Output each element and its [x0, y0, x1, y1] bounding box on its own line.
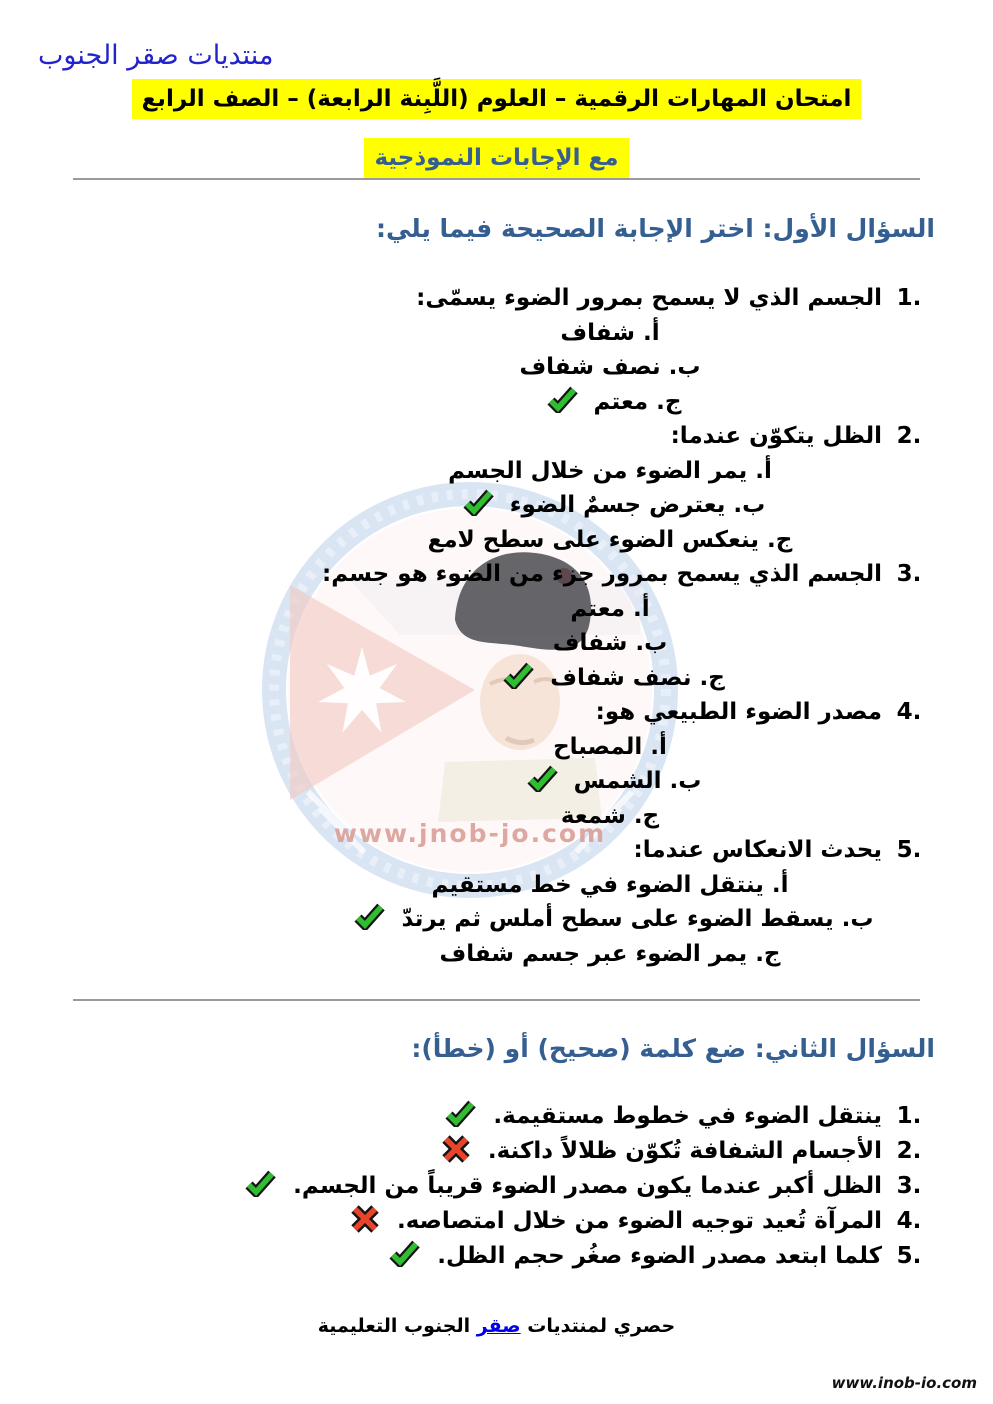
mark-slot — [495, 665, 550, 691]
question-item — [0, 695, 927, 833]
answers-subtitle-row — [0, 138, 993, 178]
options-list — [300, 592, 920, 696]
options-list — [300, 316, 920, 420]
option-label: ج. يمر الضوء عبر جسم شفاف — [439, 940, 781, 967]
item-number: 2. — [896, 1138, 922, 1164]
site-name: منتديات صقر الجنوب — [38, 40, 274, 71]
options-list — [300, 730, 920, 834]
mark-slot — [342, 1204, 388, 1239]
saqr-link[interactable]: صقر — [476, 1315, 521, 1337]
check-icon — [527, 765, 558, 792]
item-number: 4. — [896, 1208, 922, 1234]
website-watermark: www.inob-io.com — [831, 1374, 977, 1392]
question-number: 5. — [896, 837, 922, 863]
option-row — [300, 488, 920, 523]
questions-list — [0, 281, 927, 971]
option-row — [300, 454, 920, 489]
question-number: 1. — [896, 285, 922, 311]
check-icon — [354, 903, 385, 930]
option-row — [300, 730, 920, 765]
option-label: أ. شفاف — [560, 319, 660, 346]
option-row — [300, 937, 920, 972]
item-number: 3. — [896, 1173, 922, 1199]
true-false-item — [0, 1134, 927, 1169]
true-false-item — [0, 1204, 927, 1239]
exam-title-row — [0, 79, 993, 119]
mark-slot — [237, 1169, 284, 1204]
option-row — [300, 626, 920, 661]
answers-subtitle: مع الإجابات النموذجية — [364, 138, 628, 178]
mark-slot — [346, 906, 401, 932]
true-false-item — [0, 1099, 927, 1134]
check-icon — [463, 489, 494, 516]
option-label: ب. شفاف — [552, 630, 668, 656]
mark-slot — [437, 1099, 484, 1134]
divider-top — [73, 178, 920, 180]
option-row — [300, 385, 920, 420]
option-label: ج. نصف شفاف — [550, 664, 725, 691]
question-number: 3. — [896, 561, 922, 587]
check-icon — [245, 1170, 276, 1197]
question-number: 4. — [896, 699, 922, 725]
check-icon — [389, 1240, 420, 1267]
question-number: 2. — [896, 423, 922, 449]
item-text: كلما ابتعد مصدر الضوء صغُر حجم الظل. — [437, 1243, 882, 1269]
mark-slot — [433, 1134, 479, 1169]
option-row — [300, 592, 920, 627]
option-label: ج. ينعكس الضوء على سطح لامع — [427, 526, 793, 553]
mark-slot — [381, 1239, 428, 1274]
option-label: أ. ينتقل الضوء في خط مستقيم — [431, 871, 789, 898]
option-row — [300, 661, 920, 696]
logo-banner-url: www.jnob-jo.com — [333, 819, 607, 848]
question-text: الجسم الذي يسمح بمرور جزء من الضوء هو جسم: — [322, 561, 882, 587]
option-label: أ. المصباح — [553, 733, 667, 760]
item-number: 1. — [896, 1103, 922, 1129]
question-text: الجسم الذي لا يسمح بمرور الضوء يسمّى: — [416, 285, 882, 311]
footer-prefix: حصري لمنتديات — [520, 1315, 676, 1337]
item-text: الظل أكبر عندما يكون مصدر الضوء قريباً من الجسم. — [293, 1173, 882, 1199]
option-row — [300, 902, 920, 937]
option-row — [300, 799, 920, 834]
mark-slot — [455, 492, 510, 518]
option-row — [300, 764, 920, 799]
divider-middle — [73, 999, 920, 1001]
true-false-item — [0, 1239, 927, 1274]
option-row — [300, 316, 920, 351]
section1-heading: السؤال الأول: اختر الإجابة الصحيحة فيما يلي: — [375, 214, 935, 243]
exam-title: امتحان المهارات الرقمية – العلوم (اللَّبِنة الرابعة) – الصف الرابع — [132, 79, 862, 119]
item-number: 5. — [896, 1243, 922, 1269]
check-icon — [445, 1100, 476, 1127]
options-list — [300, 868, 920, 972]
option-label: ب. الشمس — [573, 768, 702, 794]
question-item — [0, 281, 927, 419]
true-false-item — [0, 1169, 927, 1204]
section2-heading: السؤال الثاني: ضع كلمة (صحيح) أو (خطأ): — [411, 1034, 935, 1063]
question-item — [0, 833, 927, 971]
question-text: الظل يتكوّن عندما: — [670, 423, 882, 449]
item-text: ينتقل الضوء في خطوط مستقيمة. — [493, 1103, 882, 1129]
mark-slot — [539, 389, 594, 415]
option-label: ب. نصف شفاف — [519, 354, 701, 380]
check-icon — [547, 386, 578, 413]
true-false-list — [0, 1099, 927, 1274]
question-text: مصدر الضوء الطبيعي هو: — [595, 699, 882, 725]
footer-credit — [0, 1315, 993, 1337]
option-row — [300, 868, 920, 903]
option-label: ج. شمعة — [560, 802, 660, 829]
item-text: الأجسام الشفافة تُكوّن ظلالاً داكنة. — [487, 1138, 882, 1164]
item-text: المرآة تُعيد توجيه الضوء من خلال امتصاصه. — [396, 1208, 882, 1234]
option-label: ب. يعترض جسمٌ الضوء — [509, 492, 766, 518]
options-list — [300, 454, 920, 558]
cross-icon — [441, 1134, 471, 1164]
question-item — [0, 557, 927, 695]
check-icon — [503, 662, 534, 689]
option-label: ب. يسقط الضوء على سطح أملس ثم يرتدّ — [401, 906, 874, 932]
option-row — [300, 523, 920, 558]
footer-suffix: الجنوب التعليمية — [317, 1315, 477, 1337]
question-item — [0, 419, 927, 557]
option-label: أ. يمر الضوء من خلال الجسم — [448, 457, 772, 484]
option-label: أ. معتم — [570, 595, 650, 622]
question-text: يحدث الانعكاس عندما: — [633, 837, 882, 863]
option-row — [300, 350, 920, 385]
cross-icon — [350, 1204, 380, 1234]
option-label: ج. معتم — [593, 388, 682, 415]
mark-slot — [519, 768, 574, 794]
